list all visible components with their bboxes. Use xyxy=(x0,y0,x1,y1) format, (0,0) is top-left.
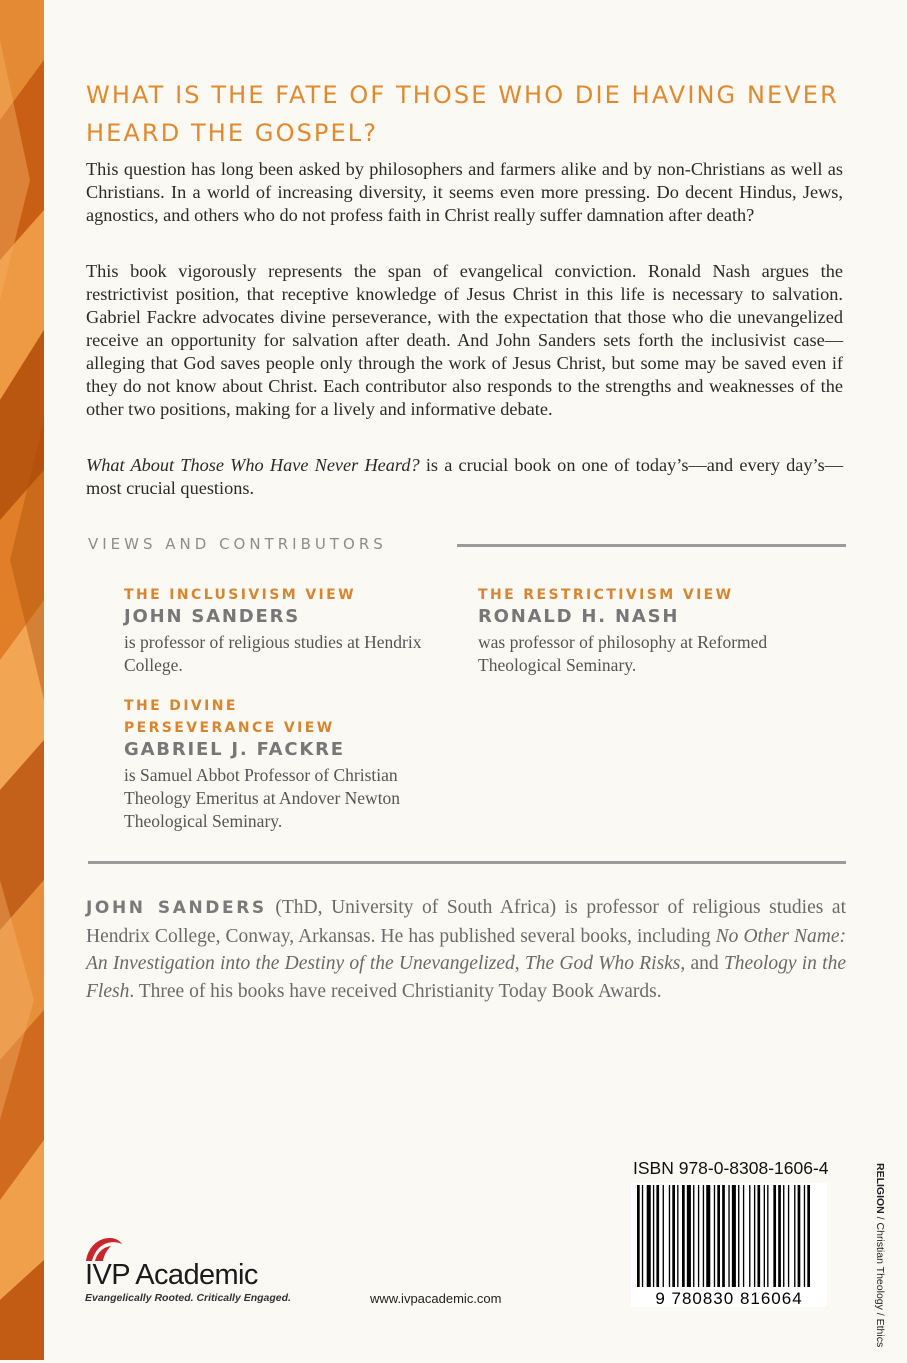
barcode xyxy=(631,1183,827,1307)
bio-text: . Three of his books have received Christianity Today Book Awards. xyxy=(129,980,662,1002)
section-divider xyxy=(457,544,846,547)
author-name: JOHN SANDERS xyxy=(86,898,267,918)
contributor-description: was professor of philosophy at Reformed Theological Seminary. xyxy=(478,632,768,675)
view-title-line-1: THE DIVINE xyxy=(124,698,238,714)
headline: WHAT IS THE FATE OF THOSE WHO DIE HAVING NEVER HEARD THE GOSPEL? xyxy=(86,81,839,147)
decorative-spine-pattern xyxy=(0,0,44,1360)
view-inclusivism xyxy=(124,584,444,677)
view-title-line-2: PERSEVERANCE VIEW xyxy=(124,720,335,736)
contributor-description: is Samuel Abbot Professor of Christian Theology Emeritus at Andover Newton Theological Seminary. xyxy=(124,765,401,831)
book-title-italic: What About Those Who Have Never Heard? xyxy=(86,455,420,475)
contributor-name: JOHN SANDERS xyxy=(124,606,301,627)
contributor-name: RONALD H. NASH xyxy=(478,606,680,627)
author-bio xyxy=(86,894,846,1005)
view-title: THE RESTRICTIVISM VIEW xyxy=(478,587,734,603)
bisac-main: RELIGION xyxy=(874,1163,886,1214)
bisac-category xyxy=(856,1163,886,1363)
description-paragraph-3 xyxy=(86,454,843,500)
views-section-label: VIEWS AND CONTRIBUTORS xyxy=(88,535,387,553)
bio-text: , xyxy=(514,953,525,974)
barcode-number: 9 780830 816064 xyxy=(655,1289,803,1307)
book-title: The God Who Risks xyxy=(524,953,681,974)
bisac-subject: / Christian Theology / Ethics xyxy=(874,1213,886,1348)
paragraph-3-text: is a crucial book on one of today’s—and every day’s—most crucial questions. xyxy=(86,455,843,498)
website-url[interactable]: www.ivpacademic.com xyxy=(370,1291,502,1306)
view-restrictivism xyxy=(478,584,798,677)
description-paragraph-1: This question has long been asked by philosophers and farmers alike and by non-Christians as well as Christians. In a world of increasing diversity, it seems even more pressing. Do decent Hindus, Jews, agnostics, and others who do not profess faith in Christ really suffer damnation after death? xyxy=(86,159,843,225)
book-title: No Other Name: An Investigation into the Destiny of the Unevangelized xyxy=(86,925,846,974)
publisher-tagline: Evangelically Rooted. Critically Engaged. xyxy=(85,1292,291,1304)
bio-text: , and xyxy=(680,953,724,974)
view-title: THE INCLUSIVISM VIEW xyxy=(124,587,356,603)
publisher-name: IVP Academic xyxy=(85,1259,258,1291)
isbn-label: ISBN 978-0-8308-1606-4 xyxy=(633,1158,829,1178)
view-divine-perseverance xyxy=(124,695,464,833)
contributor-description: is professor of religious studies at Hendrix College. xyxy=(124,632,422,675)
book-title: Theology in the Flesh xyxy=(86,953,846,1002)
contributor-name: GABRIEL J. FACKRE xyxy=(124,739,345,760)
section-divider xyxy=(88,861,846,864)
description-paragraph-2: This book vigorously represents the span of evangelical conviction. Ronald Nash argues the restrictivist position, that receptive knowledge of Jesus Christ in this life is necessary to salvation. Gabriel Fackre advocates divine perseverance, with the expectation that those who die unevangelized receive an opportunity for salvation after death. And John Sanders sets forth the inclusivist case—alleging that God saves people only through the work of Jesus Christ, but some may be saved even if they do not know about Christ. Each contributor also responds to the strengths and weaknesses of the other two positions, making for a lively and informative debate. xyxy=(86,261,843,419)
bio-text: (ThD, University of South Africa) is professor of religious studies at Hendrix College, Conway, Arkansas. He has published several books, including xyxy=(86,897,846,947)
publisher-logo xyxy=(84,1235,291,1307)
